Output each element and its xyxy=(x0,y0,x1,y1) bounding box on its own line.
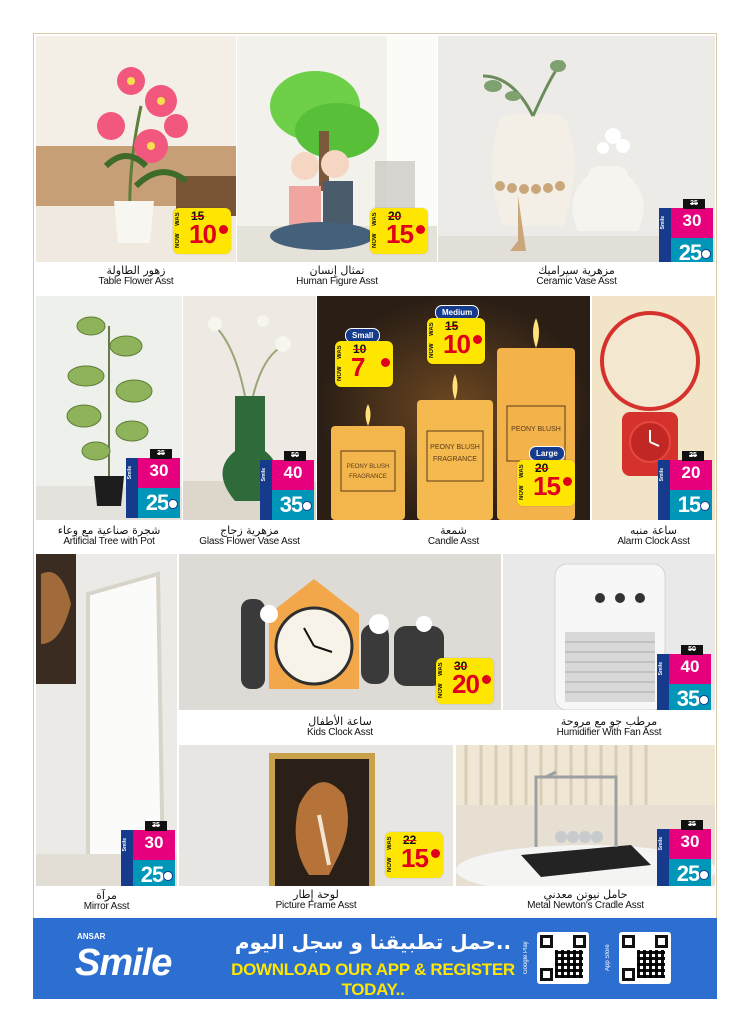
was-price: 22 xyxy=(403,833,417,847)
was-price: 35 xyxy=(145,821,167,831)
app-store-label: App Store xyxy=(605,944,611,972)
product-alarm-clock[interactable] xyxy=(592,296,715,520)
size-large-pill: Large xyxy=(529,446,565,461)
name-en: Picture Frame Asst xyxy=(275,899,357,911)
name-en: Candle Asst xyxy=(427,535,480,547)
name-ar: زهور الطاولة xyxy=(106,264,166,277)
now-price: 40 xyxy=(283,463,303,482)
smile-price-tag xyxy=(657,821,711,886)
kids-clock-art-text: Home xyxy=(219,587,241,596)
product-picture-frame[interactable] xyxy=(179,745,453,886)
price-tag xyxy=(173,208,231,254)
name-ar: مزهرية سيراميك xyxy=(538,264,615,277)
smile-price: 25 xyxy=(140,862,164,886)
smile-side-label: Smile xyxy=(127,466,133,480)
smile-price: 35 xyxy=(676,686,700,710)
currency-icon xyxy=(482,675,491,684)
name-ar: ساعة الأطفال xyxy=(308,715,372,728)
caption-kids-clock xyxy=(179,716,501,738)
was-price: 30 xyxy=(454,659,468,673)
smile-side-label: Smile xyxy=(261,468,267,482)
price-tag-large xyxy=(517,460,575,506)
price-tag-small xyxy=(335,341,393,387)
product-mirror[interactable] xyxy=(36,554,177,886)
was-label: WAS xyxy=(337,345,343,359)
name-en: Metal Newton's Cradle Asst xyxy=(527,899,644,911)
now-price: 30 xyxy=(149,461,169,480)
name-en: Humidifier With Fan Asst xyxy=(556,726,662,738)
was-label: WAS xyxy=(519,464,525,478)
now-price: 20 xyxy=(452,669,479,699)
download-text-en: DOWNLOAD OUR APP & REGISTER TODAY.. xyxy=(231,960,515,999)
name-en: Kids Clock Asst xyxy=(307,726,373,738)
product-newtons-cradle[interactable] xyxy=(456,745,715,886)
caption-table-flower xyxy=(36,265,236,287)
was-price: 25 xyxy=(682,451,704,461)
caption-glass-vase xyxy=(183,525,316,547)
now-price: 15 xyxy=(401,843,428,873)
now-price: 15 xyxy=(386,219,413,249)
candle-text-5: PEONY BLUSH xyxy=(511,426,561,433)
now-price: 30 xyxy=(680,832,700,851)
currency-icon xyxy=(701,249,711,259)
currency-icon xyxy=(563,477,572,486)
smile-price-tag xyxy=(657,646,711,710)
was-price: 15 xyxy=(445,319,459,333)
caption-ceramic-vase xyxy=(438,265,715,287)
price-tag xyxy=(385,832,443,878)
smile-side-label: Smile xyxy=(660,216,666,230)
price-tag-medium xyxy=(427,318,485,364)
product-humidifier[interactable] xyxy=(503,554,715,710)
now-price: 20 xyxy=(681,463,701,482)
was-label: WAS xyxy=(429,322,435,336)
name-en: Mirror Asst xyxy=(83,900,130,912)
now-price: 7 xyxy=(351,352,365,382)
currency-icon xyxy=(381,358,390,367)
app-store-qr[interactable] xyxy=(619,932,671,984)
product-ceramic-vase[interactable] xyxy=(438,36,715,262)
candle-text-4: FRAGRANCE xyxy=(349,474,387,480)
currency-icon xyxy=(699,695,709,705)
name-ar: مرآة xyxy=(96,889,117,902)
now-price: 10 xyxy=(443,329,470,359)
brand-small-label: ANSAR xyxy=(77,932,106,941)
currency-icon xyxy=(700,501,710,511)
was-price: 35 xyxy=(683,199,705,209)
size-medium-pill: Medium xyxy=(435,305,479,320)
product-human-figure[interactable] xyxy=(237,36,437,262)
price-tag xyxy=(370,208,428,254)
now-label: NOW xyxy=(175,233,181,249)
product-table-flower[interactable] xyxy=(36,36,236,262)
smile-side-label: Smile xyxy=(658,837,664,851)
smile-side-label: Smile xyxy=(658,662,664,676)
was-price: 35 xyxy=(150,449,172,459)
caption-humidifier xyxy=(503,716,715,738)
size-small-pill: Small xyxy=(345,328,380,343)
now-price: 15 xyxy=(533,471,560,501)
candle-text-1: PEONY BLUSH xyxy=(430,444,480,451)
name-ar: مزهرية زجاج xyxy=(220,524,279,537)
was-price: 50 xyxy=(284,451,306,461)
now-label: NOW xyxy=(387,857,393,873)
name-en: Ceramic Vase Asst xyxy=(536,275,617,287)
now-label: NOW xyxy=(438,683,444,699)
name-ar: حامل نيوتن معدني xyxy=(543,888,628,901)
name-ar: مرطب جو مع مروحة xyxy=(560,715,658,728)
currency-icon xyxy=(168,499,178,509)
smile-price-tag xyxy=(260,452,314,520)
caption-mirror xyxy=(36,890,177,912)
smile-price-tag xyxy=(659,200,713,262)
was-price: 15 xyxy=(191,209,205,223)
smile-price: 35 xyxy=(279,492,303,517)
download-text-ar: حمل تطبيقنا و سجل اليوم.. xyxy=(234,930,512,954)
product-candle[interactable] xyxy=(317,296,590,520)
google-play-label: Google Play xyxy=(523,941,529,975)
caption-artificial-tree xyxy=(36,525,182,547)
name-en: Glass Flower Vase Asst xyxy=(199,535,300,547)
candle-text-3: PEONY BLUSH xyxy=(346,464,390,470)
name-en: Table Flower Asst xyxy=(98,275,174,287)
name-en: Human Figure Asst xyxy=(296,275,378,287)
name-en: Artificial Tree with Pot xyxy=(63,535,155,547)
smile-price: 15 xyxy=(677,492,701,517)
smile-price-tag xyxy=(126,450,180,518)
caption-alarm-clock xyxy=(592,525,715,547)
was-price: 10 xyxy=(353,342,367,356)
smile-side-label: Smile xyxy=(659,468,665,482)
name-ar: شمعة xyxy=(440,524,467,537)
smile-price-tag xyxy=(121,822,175,886)
was-price: 35 xyxy=(681,820,703,830)
currency-icon xyxy=(699,870,709,880)
app-download-banner[interactable] xyxy=(33,918,717,999)
was-label: WAS xyxy=(372,212,378,226)
caption-picture-frame xyxy=(179,889,453,911)
currency-icon xyxy=(163,871,173,881)
currency-icon xyxy=(302,501,312,511)
product-kids-clock[interactable] xyxy=(179,554,501,710)
product-artificial-tree[interactable] xyxy=(36,296,182,520)
caption-candle xyxy=(317,525,590,547)
product-glass-vase[interactable] xyxy=(183,296,316,520)
smile-price: 25 xyxy=(145,490,169,515)
candle-text-2: FRAGRANCE xyxy=(433,456,477,463)
currency-icon xyxy=(219,225,228,234)
currency-icon xyxy=(431,849,440,858)
price-tag xyxy=(436,658,494,704)
now-price: 30 xyxy=(144,833,164,852)
smile-price: 25 xyxy=(678,240,702,262)
google-play-qr[interactable] xyxy=(537,932,589,984)
currency-icon xyxy=(416,225,425,234)
caption-human-figure xyxy=(237,265,437,287)
smile-side-label: Smile xyxy=(122,838,128,852)
name-ar: ساعة منبه xyxy=(630,524,677,537)
was-label: WAS xyxy=(438,662,444,676)
was-label: WAS xyxy=(387,836,393,850)
smile-logo: Smile xyxy=(75,942,172,984)
was-price: 20 xyxy=(535,461,549,475)
smile-price: 25 xyxy=(676,861,700,886)
now-price: 40 xyxy=(680,657,700,676)
was-price: 20 xyxy=(388,209,402,223)
now-label: NOW xyxy=(337,366,343,382)
name-ar: لوحة إطار xyxy=(293,888,339,901)
currency-icon xyxy=(473,335,482,344)
name-ar: تمثال إنسان xyxy=(309,264,365,277)
now-price: 30 xyxy=(682,211,702,230)
now-label: NOW xyxy=(519,485,525,501)
smile-price-tag xyxy=(658,452,712,520)
was-label: WAS xyxy=(175,212,181,226)
caption-newtons-cradle xyxy=(456,889,715,911)
now-label: NOW xyxy=(372,233,378,249)
now-price: 10 xyxy=(189,219,216,249)
name-en: Alarm Clock Asst xyxy=(617,535,690,547)
now-label: NOW xyxy=(429,343,435,359)
was-price: 50 xyxy=(681,645,703,655)
name-ar: شجرة صناعية مع وعاء xyxy=(57,524,161,537)
